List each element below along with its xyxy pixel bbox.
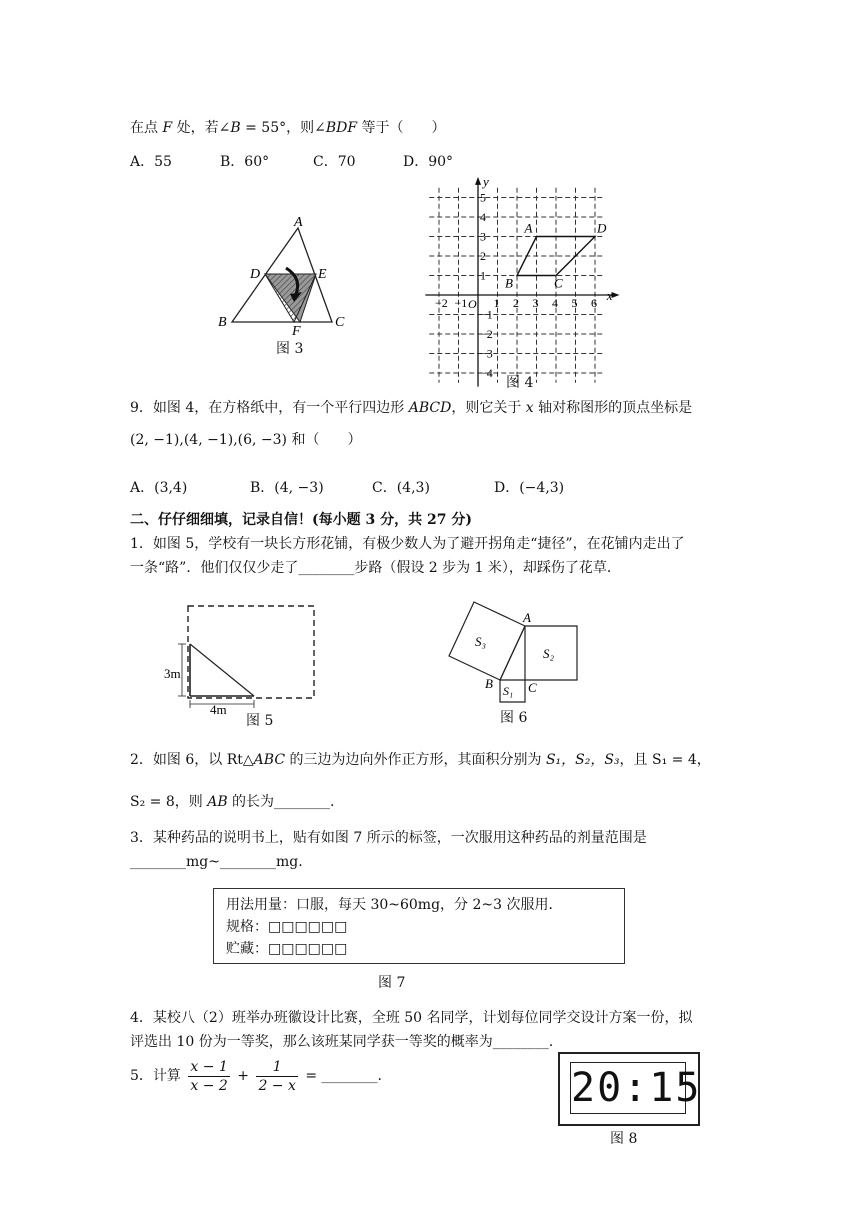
point-label-a: A	[524, 220, 533, 236]
y-tick-label: 5	[480, 190, 486, 205]
q8-text-post: 等于（ ）	[357, 120, 446, 136]
q8-text-mid: 处，若∠	[172, 120, 231, 136]
point-label-d: D	[597, 220, 607, 236]
p2-text-pre2: S₂ = 8，则	[130, 794, 208, 810]
q9-text-mid: ，则它关于	[451, 400, 526, 416]
figure-4-grid	[420, 173, 640, 388]
fig3-label-b: B	[218, 315, 227, 330]
y-axis-arrow	[475, 177, 481, 185]
fig3-label-c: C	[335, 315, 345, 330]
y-tick-label: 1	[480, 268, 486, 283]
y-tick-label: −2	[480, 327, 493, 341]
fig3-label-d: D	[250, 267, 261, 282]
q9-text-post: 轴对称图形的顶点坐标是	[533, 400, 693, 416]
p5-plus: +	[237, 1068, 249, 1084]
p1-line-1: 1．如图 5，学校有一块长方形花铺，有极少数人为了避开拐角走“捷径”，在花铺内走出了	[130, 536, 685, 552]
y-tick-label: −1	[480, 307, 493, 322]
x-axis-label: x	[606, 288, 613, 303]
fig3-caption: 图 3	[276, 341, 304, 357]
x-tick-label: 1	[493, 296, 500, 310]
label-usage: 用法用量：口服，每天 30~60mg，分 2~3 次服用．	[226, 897, 563, 913]
q8-option-d: D．90°	[403, 154, 454, 170]
q8-text-pre: 在点	[130, 120, 163, 136]
fig3-label-a: A	[294, 215, 303, 230]
q8-point-f: F	[162, 120, 173, 136]
p4-line-2: 评选出 10 份为一等奖，那么该班某同学获一等奖的概率为________.	[130, 1034, 554, 1050]
p5-f2-numerator: 1	[256, 1058, 297, 1077]
q9-coords: (2, −1),(4, −1),(6, −3)	[130, 432, 288, 448]
x-tick-label: −1	[454, 296, 468, 310]
p2-line-2	[130, 792, 335, 812]
fig7-caption: 图 7	[378, 975, 406, 991]
q9-option-c: C．(4,3)	[372, 480, 430, 496]
p3-line-1: 3．某种药品的说明书上，贴有如图 7 所示的标签，一次服用这种药品的剂量范围是	[130, 830, 647, 846]
digital-clock	[558, 1052, 700, 1126]
medicine-label	[213, 888, 625, 964]
fig5-side-label: 3m	[164, 666, 181, 681]
origin-label: O	[468, 297, 477, 311]
x-tick-label: 2	[513, 296, 519, 310]
y-tick-label: 2	[480, 249, 486, 263]
p4-line-1: 4．某校八（2）班举办班徽设计比赛，全班 50 名同学，计划每位同学交设计方案一份，拟	[130, 1010, 693, 1026]
y-axis-label: y	[483, 173, 489, 189]
section-2-title: 二、仔仔细细填，记录自信！(每小题 3 分，共 27 分)	[130, 512, 472, 528]
q8-option-b: B．60°	[220, 154, 270, 170]
q9-line-2	[130, 430, 361, 450]
p5-text-post: = ________.	[305, 1068, 382, 1084]
q9-x-axis: x	[525, 400, 534, 416]
figure-5-flowerbed	[160, 600, 320, 720]
p2-text-post2: 的长为________.	[227, 794, 335, 810]
q9-text-pre: 9．如图 4，在方格纸中，有一个平行四边形	[130, 400, 409, 416]
p2-ab: AB	[207, 794, 228, 810]
p5-line	[130, 1054, 382, 1098]
figure-6-squares	[445, 598, 595, 708]
p2-abc: ABC	[253, 752, 286, 768]
clock-time: 20:15	[571, 1065, 702, 1111]
p2-text-post: ，且 S₁ = 4，	[619, 752, 711, 768]
p3-line-2: ________mg~________mg.	[130, 854, 303, 870]
p2-text-pre: 2．如图 6，以 Rt△	[130, 752, 254, 768]
fig6-s3: S₃	[475, 634, 487, 649]
x-axis-arrow	[612, 292, 620, 298]
fig6-label-a: A	[523, 610, 531, 625]
q9-line-1	[130, 398, 692, 418]
label-spec: 规格：□□□□□□	[226, 919, 348, 935]
fig6-label-c: C	[528, 680, 537, 695]
x-tick-label: −2	[435, 296, 448, 310]
x-tick-label: 3	[532, 296, 539, 310]
p5-fraction-2	[256, 1058, 297, 1095]
point-label-b: B	[505, 275, 513, 291]
q8-option-a: A．55	[130, 154, 172, 170]
q9-option-b: B．(4, −3)	[250, 480, 324, 496]
p2-s-list: S₁，S₂，S₃	[545, 752, 620, 768]
x-tick-label: 6	[591, 296, 597, 310]
q8-tail-line	[130, 118, 446, 138]
p1-line-2: 一条“路”．他们仅仅少走了________步路（假设 2 步为 1 米），却踩伤了花草．	[130, 560, 621, 576]
q8-text-eq: = 55°，则∠	[240, 120, 326, 136]
p2-text-mid: 的三边为边向外作正方形，其面积分别为	[285, 752, 546, 768]
fig5-bottom-label: 4m	[210, 702, 227, 717]
fig8-caption: 图 8	[610, 1131, 638, 1147]
y-tick-label: −3	[480, 346, 493, 361]
p5-f2-denominator: 2 − x	[258, 1077, 296, 1094]
p2-line-1	[130, 750, 711, 770]
q9-text-tail: 和（ ）	[287, 432, 362, 448]
p5-text-pre: 5．计算	[130, 1068, 181, 1084]
point-label-c: C	[554, 275, 563, 291]
fig3-label-f: F	[292, 324, 301, 339]
q8-option-c: C．70	[313, 154, 356, 170]
p5-f1-denominator: x − 2	[190, 1077, 228, 1094]
fig6-s1: S₁	[503, 684, 514, 698]
y-tick-label: 3	[480, 229, 486, 244]
p5-f1-numerator: x − 1	[190, 1058, 228, 1075]
q9-option-d: D．(−4,3)	[494, 480, 565, 496]
q8-angle-bdf: BDF	[325, 120, 358, 136]
y-tick-label: −4	[480, 366, 493, 380]
fig6-label-b: B	[485, 676, 493, 691]
q9-option-a: A．(3,4)	[130, 480, 188, 496]
clock-display	[570, 1062, 702, 1114]
q8-angle-b: B	[230, 120, 241, 136]
p5-fraction-1	[188, 1058, 229, 1095]
fig4-caption: 图 4	[506, 375, 534, 391]
fig3-label-e: E	[318, 267, 327, 282]
q9-abcd: ABCD	[408, 400, 452, 416]
x-tick-label: 5	[571, 296, 578, 310]
fig6-caption: 图 6	[500, 710, 528, 726]
y-tick-label: 4	[480, 210, 486, 224]
fig5-caption: 图 5	[246, 713, 274, 729]
fig6-s2: S₂	[543, 646, 555, 661]
x-tick-label: 4	[552, 296, 558, 310]
label-storage: 贮藏：□□□□□□	[226, 941, 348, 957]
